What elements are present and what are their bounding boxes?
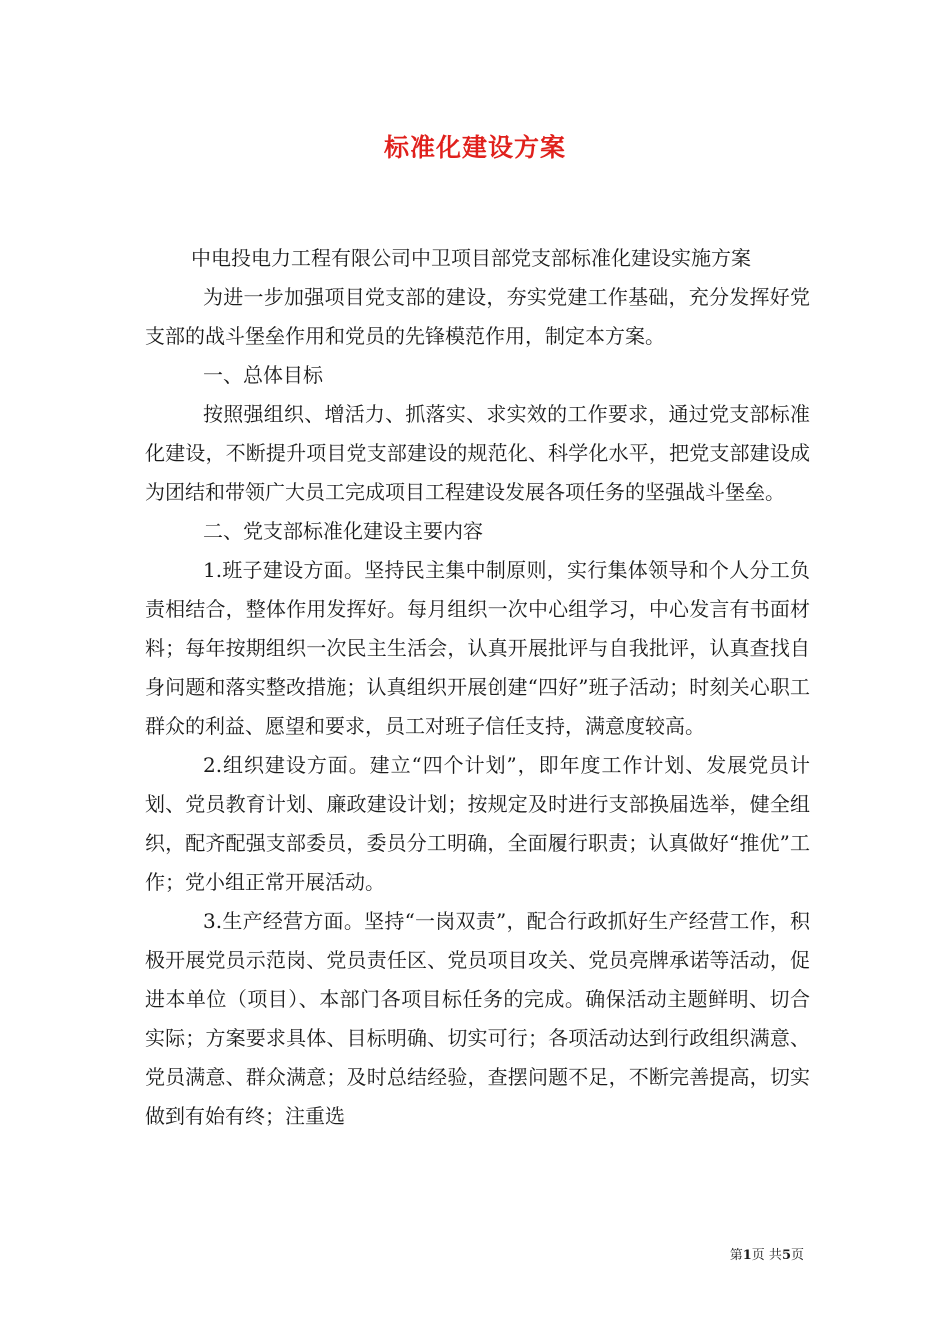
paragraph-item-2: 2.组织建设方面。建立“四个计划”，即年度工作计划、发展党员计划、党员教育计划、廉政建设计划；按规定及时进行支部换届选举，健全组织，配齐配强支部委员，委员分工明确，全面履行职责；认真做好“推优”工作；党小组正常开展活动。	[145, 753, 810, 894]
footer-middle: 页 共	[751, 1248, 782, 1263]
footer-page-number: 1	[742, 1248, 752, 1263]
section-heading-2: 二、党支部标准化建设主要内容	[203, 519, 483, 543]
section-heading-1: 一、总体目标	[203, 363, 323, 387]
footer-suffix: 页	[790, 1248, 804, 1263]
document-body	[145, 239, 810, 1136]
paragraph-item-1: 1.班子建设方面。坚持民主集中制原则，实行集体领导和个人分工负责相结合，整体作用发挥好。每月组织一次中心组学习，中心发言有书面材料；每年按期组织一次民主生活会，认真开展批评与自我批评，认真查找自身问题和落实整改措施；认真组织开展创建“四好”班子活动；时刻关心职工群众的利益、愿望和要求，员工对班子信任支持，满意度较高。	[145, 558, 810, 738]
paragraph-subtitle: 中电投电力工程有限公司中卫项目部党支部标准化建设实施方案	[191, 246, 751, 270]
paragraph-goal: 按照强组织、增活力、抓落实、求实效的工作要求，通过党支部标准化建设，不断提升项目党支部建设的规范化、科学化水平，把党支部建设成为团结和带领广大员工完成项目工程建设发展各项任务的坚强战斗堡垒。	[145, 402, 810, 504]
footer-total-pages: 5	[781, 1248, 791, 1263]
paragraph-intro: 为进一步加强项目党支部的建设，夯实党建工作基础，充分发挥好党支部的战斗堡垒作用和党员的先锋模范作用，制定本方案。	[145, 285, 810, 348]
page-footer	[730, 1247, 804, 1265]
paragraph-item-3: 3.生产经营方面。坚持“一岗双责”，配合行政抓好生产经营工作，积极开展党员示范岗、党员责任区、党员项目攻关、党员亮牌承诺等活动，促进本单位（项目）、本部门各项目标任务的完成。确保活动主题鲜明、切合实际；方案要求具体、目标明确、切实可行；各项活动达到行政组织满意、党员满意、群众满意；及时总结经验，查摆问题不足，不断完善提高，切实做到有始有终；注重选	[145, 909, 810, 1128]
footer-prefix: 第	[729, 1248, 743, 1263]
document-title: 标准化建设方案	[383, 133, 566, 162]
